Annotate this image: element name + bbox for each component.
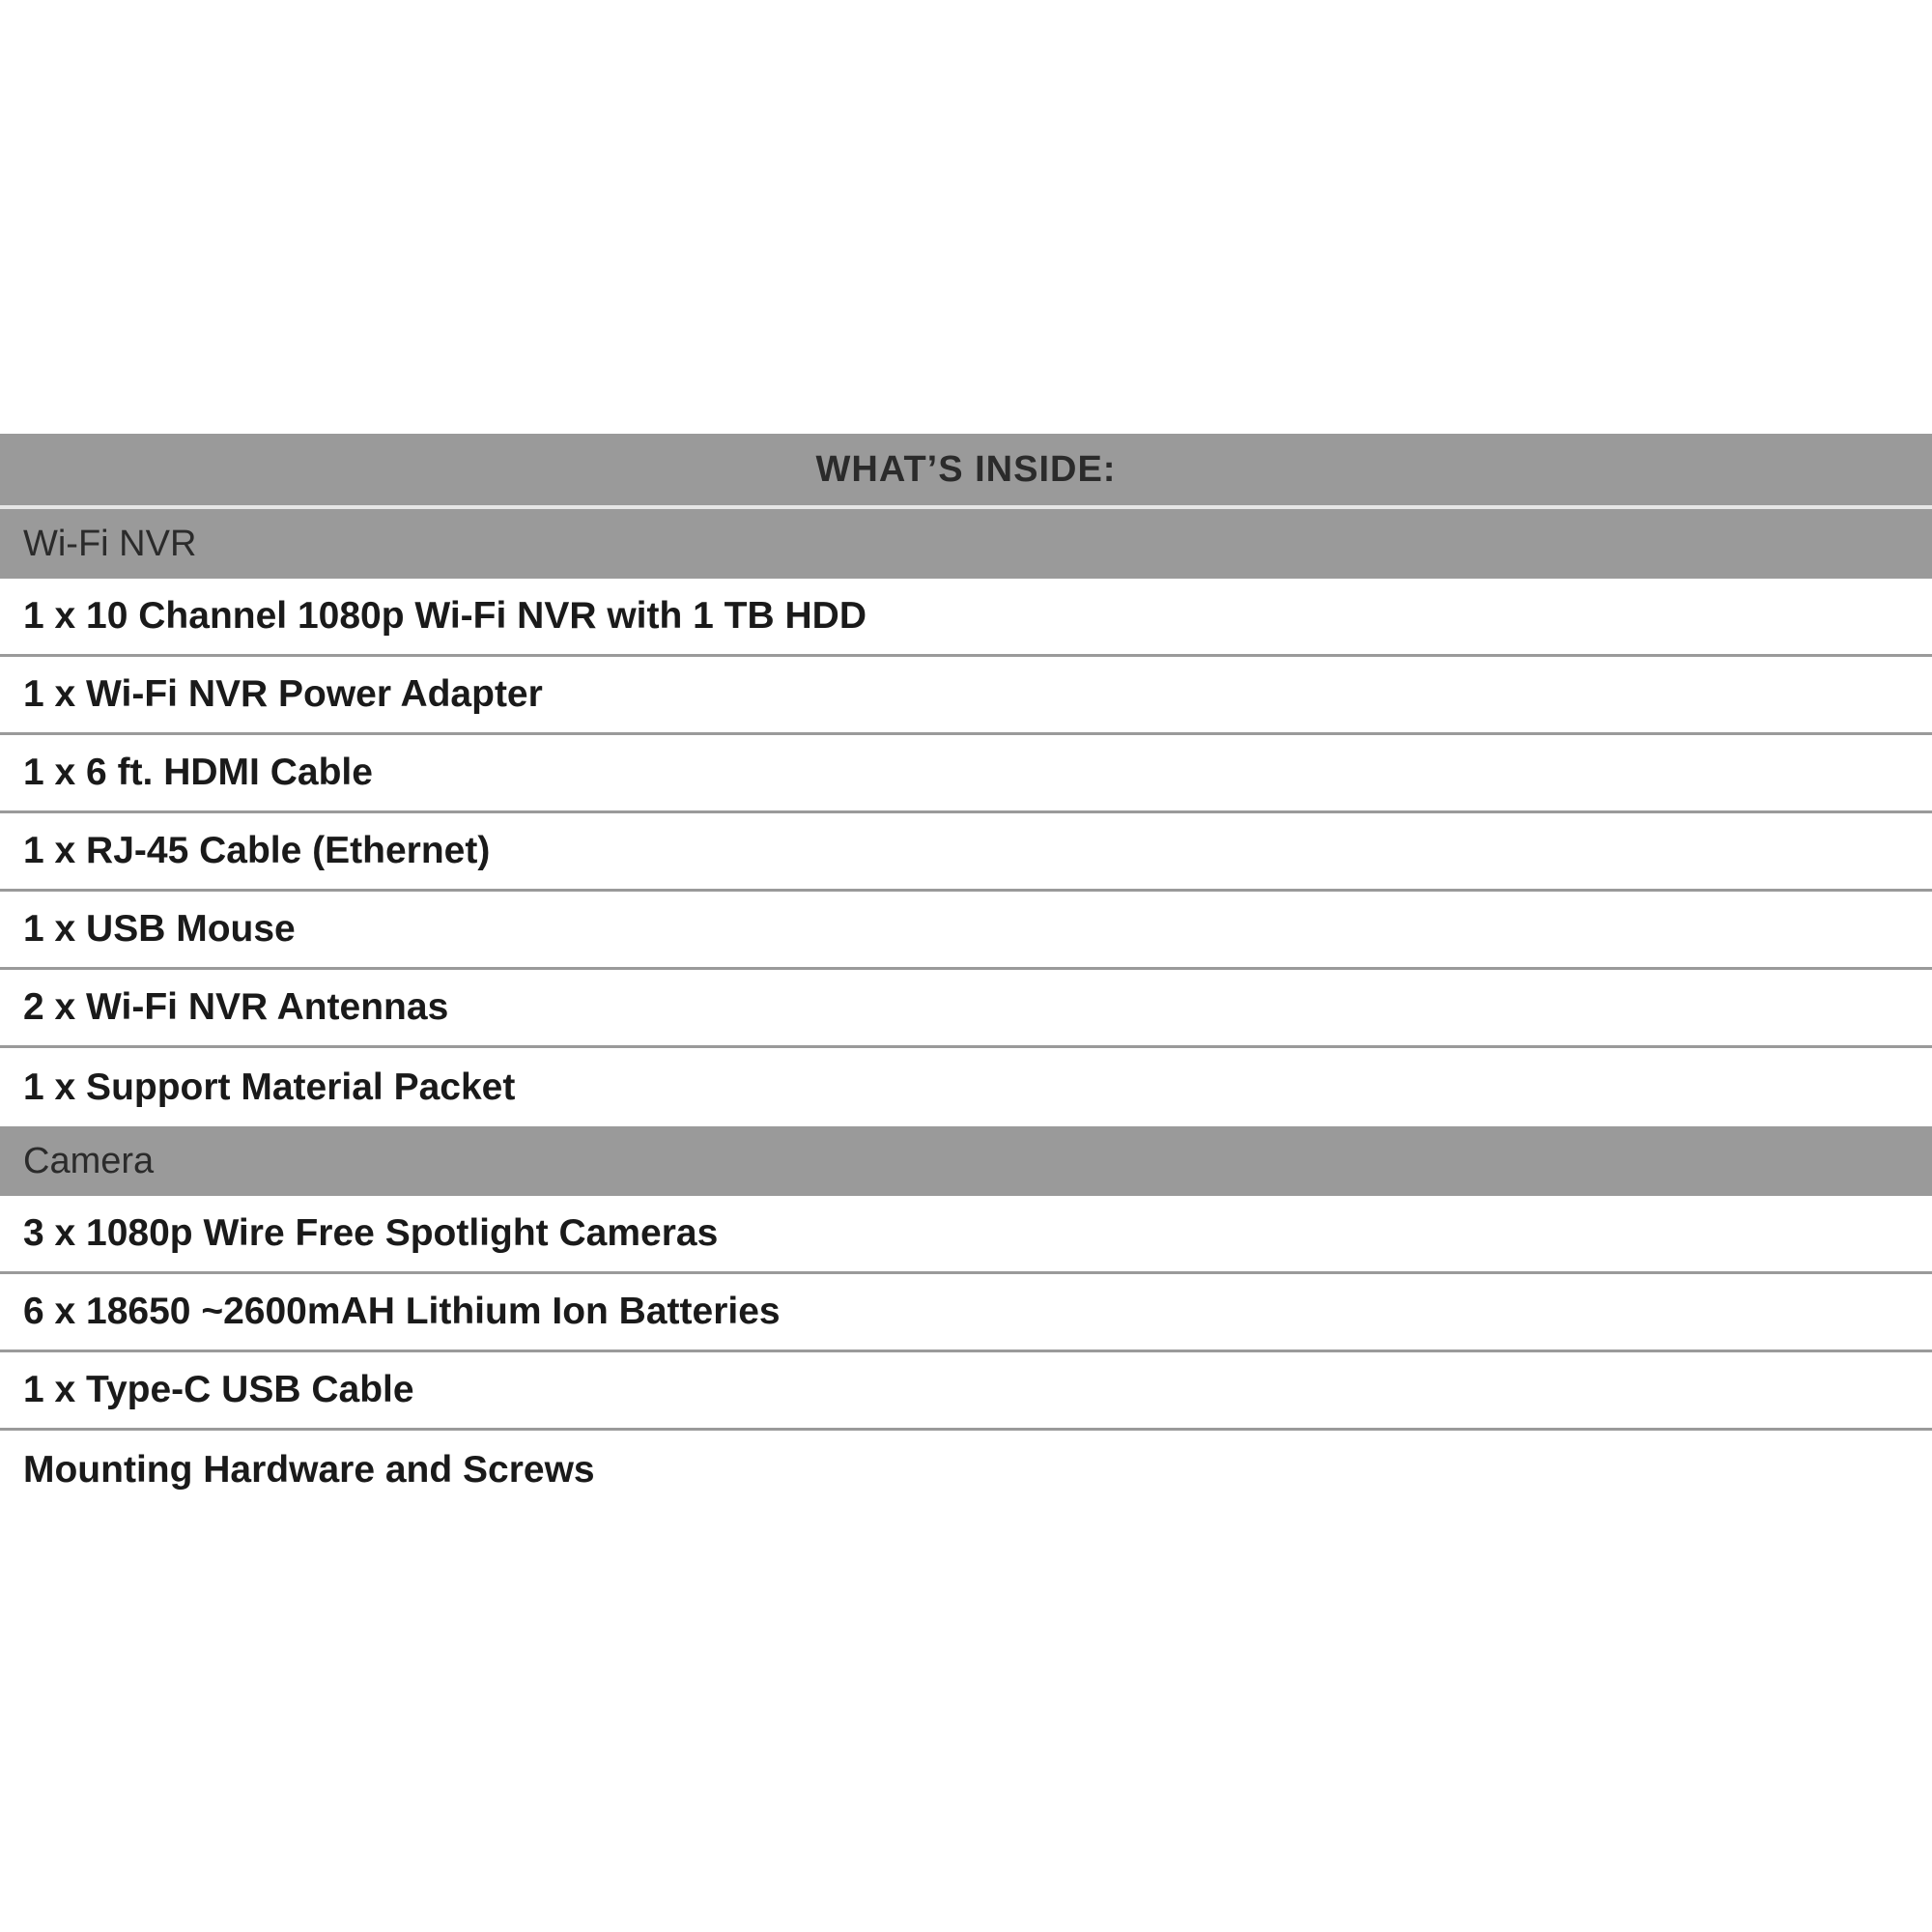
list-item: 6 x 18650 ~2600mAH Lithium Ion Batteries [0,1274,1932,1352]
list-item: 1 x USB Mouse [0,892,1932,970]
whats-inside-table [0,434,1932,1509]
list-item: 1 x Support Material Packet [23,1065,516,1108]
list-item: Mounting Hardware and Screws [23,1448,595,1491]
list-item: 1 x 10 Channel 1080p Wi-Fi NVR with 1 TB HDD [0,579,1932,657]
list-item: 2 x Wi-Fi NVR Antennas [0,970,1932,1048]
list-item: 3 x 1080p Wire Free Spotlight Cameras [0,1196,1932,1274]
section-header-camera: Camera [0,1126,1932,1196]
list-item: 1 x 6 ft. HDMI Cable [0,735,1932,813]
table-title: WHAT’S INSIDE: [0,434,1932,509]
list-item: 1 x Wi-Fi NVR Power Adapter [0,657,1932,735]
list-item: 1 x Type-C USB Cable [0,1352,1932,1431]
section-header-wifi-nvr: Wi-Fi NVR [0,509,1932,579]
list-item: 1 x RJ-45 Cable (Ethernet) [0,813,1932,892]
